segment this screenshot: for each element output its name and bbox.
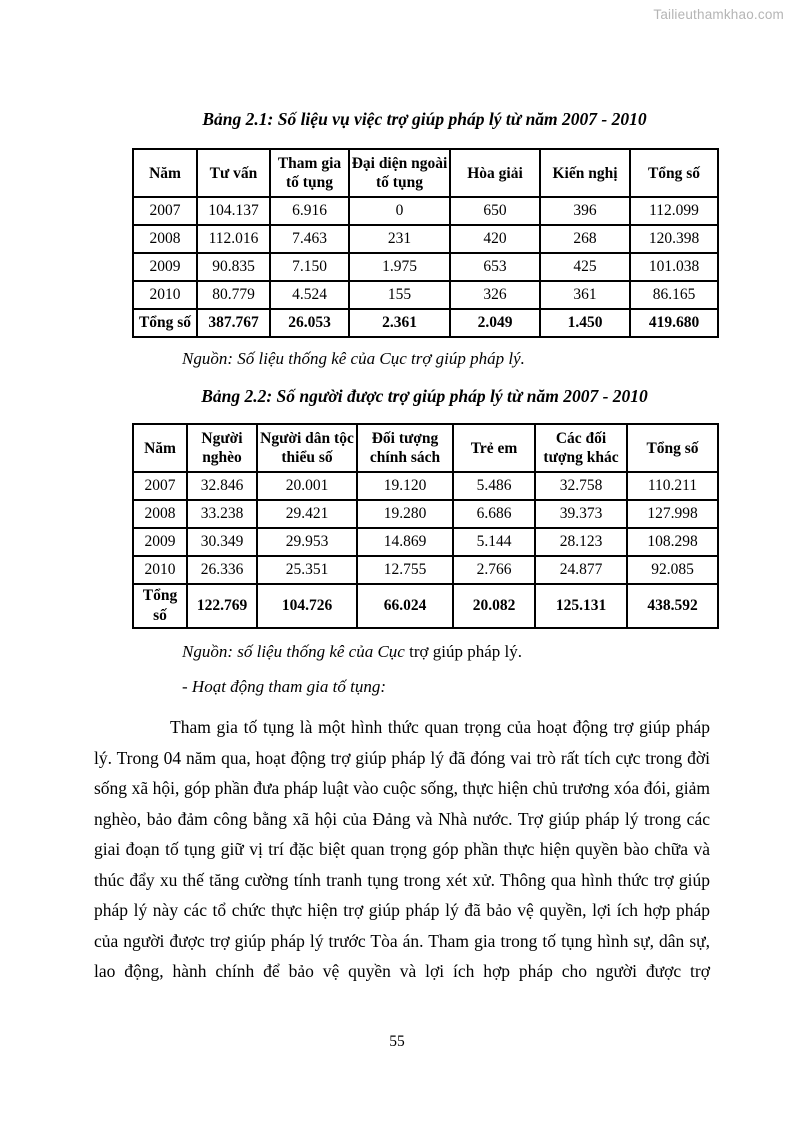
column-header: Năm [133,424,187,472]
year-cell: 2010 [133,556,187,584]
section-heading: - Hoạt động tham gia tố tụng: [182,677,386,696]
value-cell: 438.592 [627,584,718,628]
document-page [94,0,710,987]
year-cell: 2008 [133,500,187,528]
table-2-2-section [132,384,717,629]
column-header: Năm [133,149,197,197]
value-cell: 122.769 [187,584,257,628]
value-cell: 80.779 [197,281,270,309]
value-cell: 5.144 [453,528,535,556]
value-cell: 127.998 [627,500,718,528]
value-cell: 26.336 [187,556,257,584]
value-cell: 20.082 [453,584,535,628]
column-header: Người nghèo [187,424,257,472]
value-cell: 112.099 [630,197,718,225]
column-header: Tư vấn [197,149,270,197]
value-cell: 32.846 [187,472,257,500]
table-row [133,472,718,500]
column-header: Tham gia tố tụng [270,149,349,197]
value-cell: 155 [349,281,450,309]
value-cell: 0 [349,197,450,225]
table-row [133,281,718,309]
value-cell: 231 [349,225,450,253]
source-regular-part: trợ giúp pháp lý. [404,642,522,661]
column-header: Trẻ em [453,424,535,472]
table-2-1-section [132,107,717,338]
table-2-1-source: Nguồn: Số liệu thống kê của Cục trợ giúp pháp lý. [182,349,525,368]
value-cell: 14.869 [357,528,453,556]
value-cell: 425 [540,253,630,281]
column-header: Tổng số [630,149,718,197]
year-cell: 2009 [133,528,187,556]
table-row [133,197,718,225]
value-cell: 6.916 [270,197,349,225]
value-cell: 29.421 [257,500,357,528]
value-cell: 30.349 [187,528,257,556]
value-cell: 29.953 [257,528,357,556]
column-header: Người dân tộc thiểu số [257,424,357,472]
table-2-1-title: Bảng 2.1: Số liệu vụ việc trợ giúp pháp lý từ năm 2007 - 2010 [202,109,647,129]
column-header: Kiến nghị [540,149,630,197]
value-cell: 112.016 [197,225,270,253]
table-row [133,253,718,281]
table-row [133,556,718,584]
value-cell: 6.686 [453,500,535,528]
table-2-2-title: Bảng 2.2: Số người được trợ giúp pháp lý từ năm 2007 - 2010 [201,386,648,406]
body-paragraph: Tham gia tố tụng là một hình thức quan trọng của hoạt động trợ giúp pháp lý. Trong 04 năm qua, hoạt động trợ giúp pháp lý đã đóng vai trò rất tích cực trong đời sống xã hội, góp phần đưa pháp luật vào cuộc sống, thực hiện chủ trương xóa đói, giảm nghèo, bảo đảm công bằng xã hội của Đảng và Nhà nước. Trợ giúp pháp lý trong các giai đoạn tố tụng giữ vị trí đặc biệt quan trọng góp phần thực hiện quyền bào chữa và thúc đẩy xu thế tăng cường tính tranh tụng trong xét xử. Thông qua hình thức trợ giúp pháp lý này các tổ chức thực hiện trợ giúp pháp lý đã bảo vệ quyền, lợi ích hợp pháp của người được trợ giúp pháp lý trước Tòa án. Tham gia trong tố tụng hình sự, dân sự, lao động, hành chính để bảo vệ quyền và lợi ích hợp pháp cho người được trợ [94,717,710,981]
value-cell: 1.450 [540,309,630,337]
value-cell: 19.280 [357,500,453,528]
column-header: Đại diện ngoài tố tụng [349,149,450,197]
table-2-2 [132,423,719,629]
value-cell: 66.024 [357,584,453,628]
table-row [133,528,718,556]
value-cell: 396 [540,197,630,225]
value-cell: 104.726 [257,584,357,628]
value-cell: 2.049 [450,309,540,337]
table-2-1 [132,148,719,338]
page-number: 55 [389,1033,405,1050]
value-cell: 101.038 [630,253,718,281]
value-cell: 20.001 [257,472,357,500]
value-cell: 268 [540,225,630,253]
table-2-1-header-row [133,149,718,197]
value-cell: 326 [450,281,540,309]
column-header: Tổng số [627,424,718,472]
column-header: Các đối tượng khác [535,424,627,472]
value-cell: 25.351 [257,556,357,584]
value-cell: 33.238 [187,500,257,528]
total-label-cell: Tổng số [133,584,187,628]
value-cell: 1.975 [349,253,450,281]
value-cell: 5.486 [453,472,535,500]
total-label-cell: Tổng số [133,309,197,337]
value-cell: 92.085 [627,556,718,584]
year-cell: 2010 [133,281,197,309]
column-header: Hòa giải [450,149,540,197]
value-cell: 419.680 [630,309,718,337]
total-row [133,309,718,337]
value-cell: 7.150 [270,253,349,281]
value-cell: 39.373 [535,500,627,528]
value-cell: 104.137 [197,197,270,225]
year-cell: 2008 [133,225,197,253]
value-cell: 420 [450,225,540,253]
value-cell: 32.758 [535,472,627,500]
site-watermark: Tailieuthamkhao.com [653,7,784,22]
year-cell: 2007 [133,472,187,500]
value-cell: 26.053 [270,309,349,337]
value-cell: 28.123 [535,528,627,556]
value-cell: 125.131 [535,584,627,628]
year-cell: 2007 [133,197,197,225]
value-cell: 86.165 [630,281,718,309]
value-cell: 2.766 [453,556,535,584]
table-2-2-source [182,640,710,664]
table-2-2-header-row [133,424,718,472]
value-cell: 24.877 [535,556,627,584]
year-cell: 2009 [133,253,197,281]
value-cell: 2.361 [349,309,450,337]
value-cell: 12.755 [357,556,453,584]
value-cell: 90.835 [197,253,270,281]
source-italic-part: Nguồn: số liệu thống kê của Cục [182,642,405,661]
value-cell: 110.211 [627,472,718,500]
value-cell: 7.463 [270,225,349,253]
table-row [133,500,718,528]
value-cell: 653 [450,253,540,281]
value-cell: 387.767 [197,309,270,337]
value-cell: 120.398 [630,225,718,253]
value-cell: 19.120 [357,472,453,500]
value-cell: 650 [450,197,540,225]
value-cell: 4.524 [270,281,349,309]
column-header: Đối tượng chính sách [357,424,453,472]
table-row [133,225,718,253]
total-row [133,584,718,628]
value-cell: 361 [540,281,630,309]
value-cell: 108.298 [627,528,718,556]
